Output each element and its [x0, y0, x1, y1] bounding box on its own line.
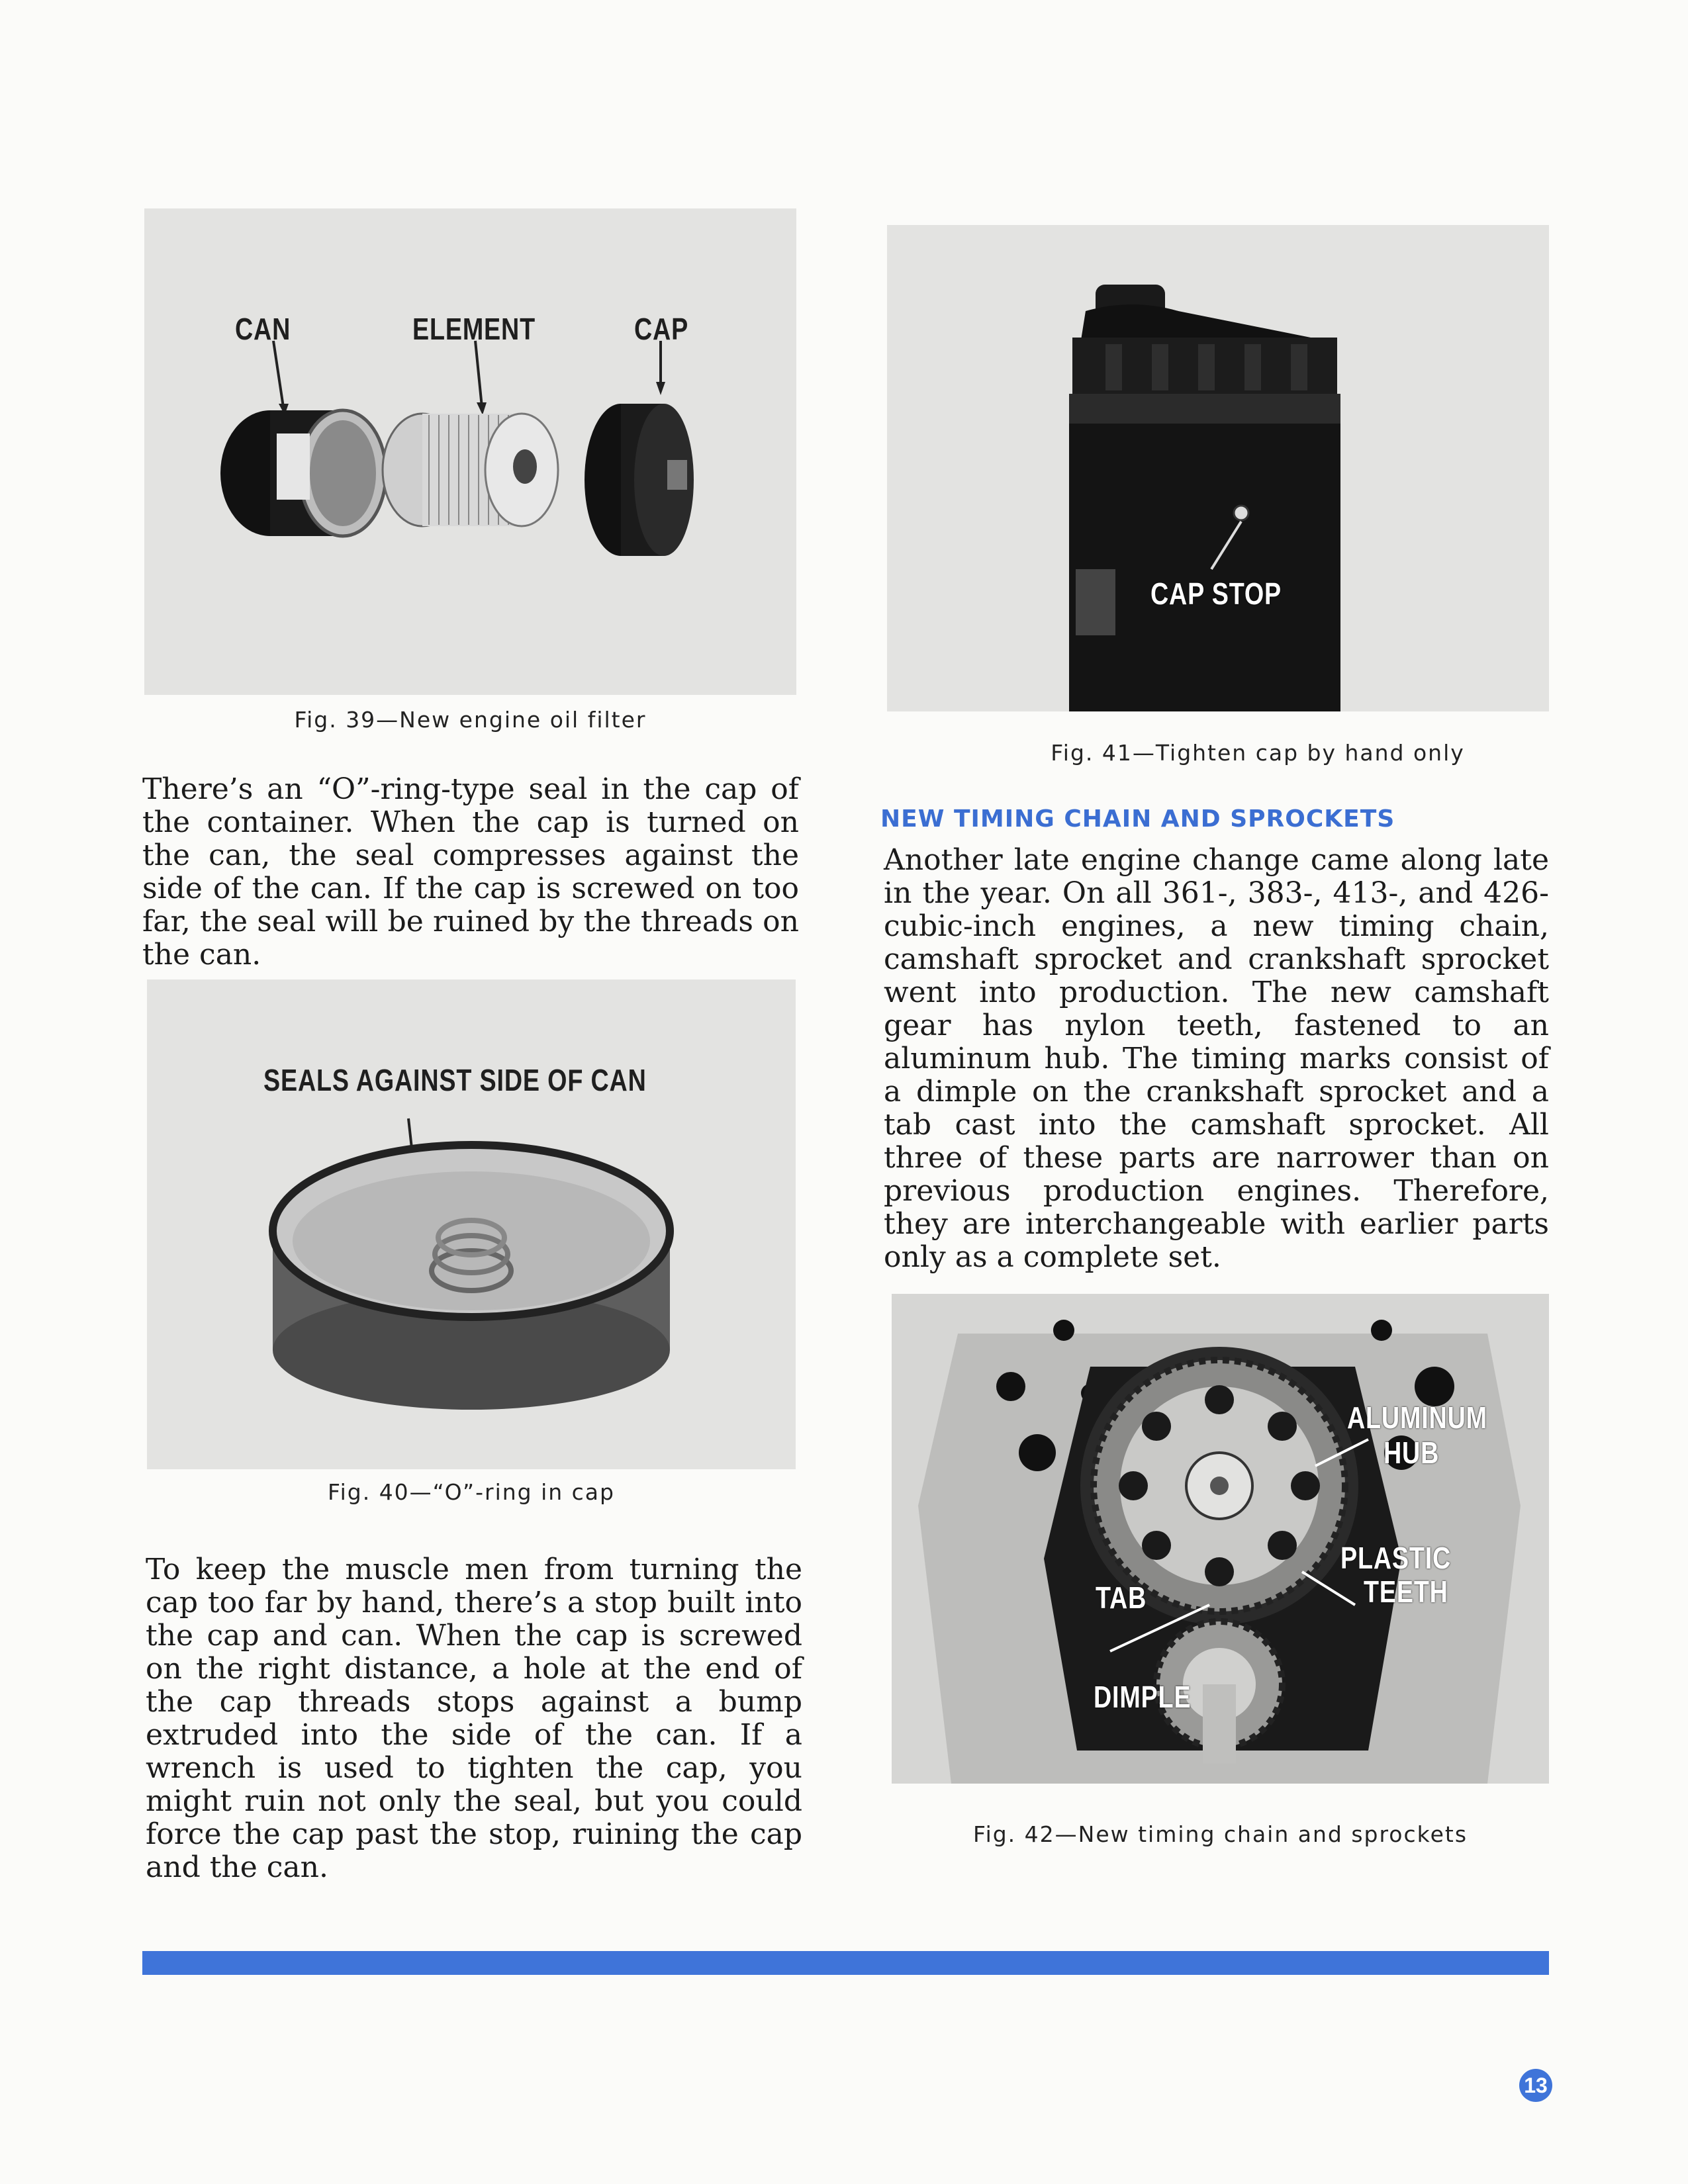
fig41-caption: Fig. 41—Tighten cap by hand only: [1051, 740, 1465, 766]
fig41-photo: [887, 225, 1549, 711]
oil-filter-parts-image: [144, 208, 796, 695]
fig40-label: SEALS AGAINST SIDE OF CAN: [263, 1063, 647, 1097]
fig42-label-dimple: DIMPLE: [1094, 1680, 1192, 1714]
fig40-photo: [147, 979, 796, 1469]
section-heading: NEW TIMING CHAIN AND SPROCKETS: [880, 805, 1395, 833]
fig39-caption: Fig. 39—New engine oil filter: [294, 707, 647, 733]
fig41-label: CAP STOP: [1150, 576, 1282, 611]
fig42-label-hub: HUB: [1383, 1435, 1440, 1470]
fig39-label-element: ELEMENT: [412, 312, 536, 346]
filter-cap-stop-image: [887, 225, 1549, 711]
fig42-label-tab: TAB: [1096, 1580, 1147, 1615]
fig39-label-cap: CAP: [634, 312, 689, 346]
timing-chain-sprockets-image: [892, 1294, 1549, 1784]
fig42-photo: [892, 1294, 1549, 1784]
o-ring-cap-image: [147, 979, 796, 1469]
fig39-photo: [144, 208, 796, 695]
paragraph-timing-chain: Another late engine change came along late in the year. On all 361-, 383-, 413-, and 426-cubic-inch engines, a new timing chain, camshaft sprocket and crankshaft sprocket went into production. The new camshaft gear has nylon teeth, fastened to an aluminum hub. The timing marks consist of a dimple on the crankshaft sprocket and a tab cast into the camshaft sprocket. All three of these parts are narrower than on previous production engines. Therefore, they are interchangeable with earlier parts only as a complete set.: [884, 843, 1549, 1274]
fig42-label-plastic: PLASTIC: [1340, 1541, 1452, 1575]
footer-blue-rule: [142, 1951, 1549, 1975]
page-number: 13: [1519, 2069, 1552, 2102]
fig40-caption: Fig. 40—“O”-ring in cap: [328, 1479, 615, 1505]
fig42-label-teeth: TEETH: [1364, 1574, 1448, 1609]
fig39-label-can: CAN: [235, 312, 291, 346]
paragraph-cap-stop: To keep the muscle men from turning the cap too far by hand, there’s a stop built into the cap and can. When the cap is screwed on the right distance, a hole at the end of the cap threads stops against a bump extruded into the side of the can. If a wrench is used to tighten the cap, you might ruin not only the seal, but you could force the cap past the stop, ruining the cap and the can.: [146, 1553, 802, 1884]
paragraph-o-ring-seal: There’s an “O”-ring-type seal in the cap of the container. When the cap is turned on the can, the seal compresses against the side of the can. If the cap is screwed on too far, the seal will be ruined by the threads on the can.: [142, 772, 799, 972]
fig42-label-aluminum: ALUMINUM: [1347, 1400, 1487, 1435]
fig42-caption: Fig. 42—New timing chain and sprockets: [972, 1821, 1468, 1847]
